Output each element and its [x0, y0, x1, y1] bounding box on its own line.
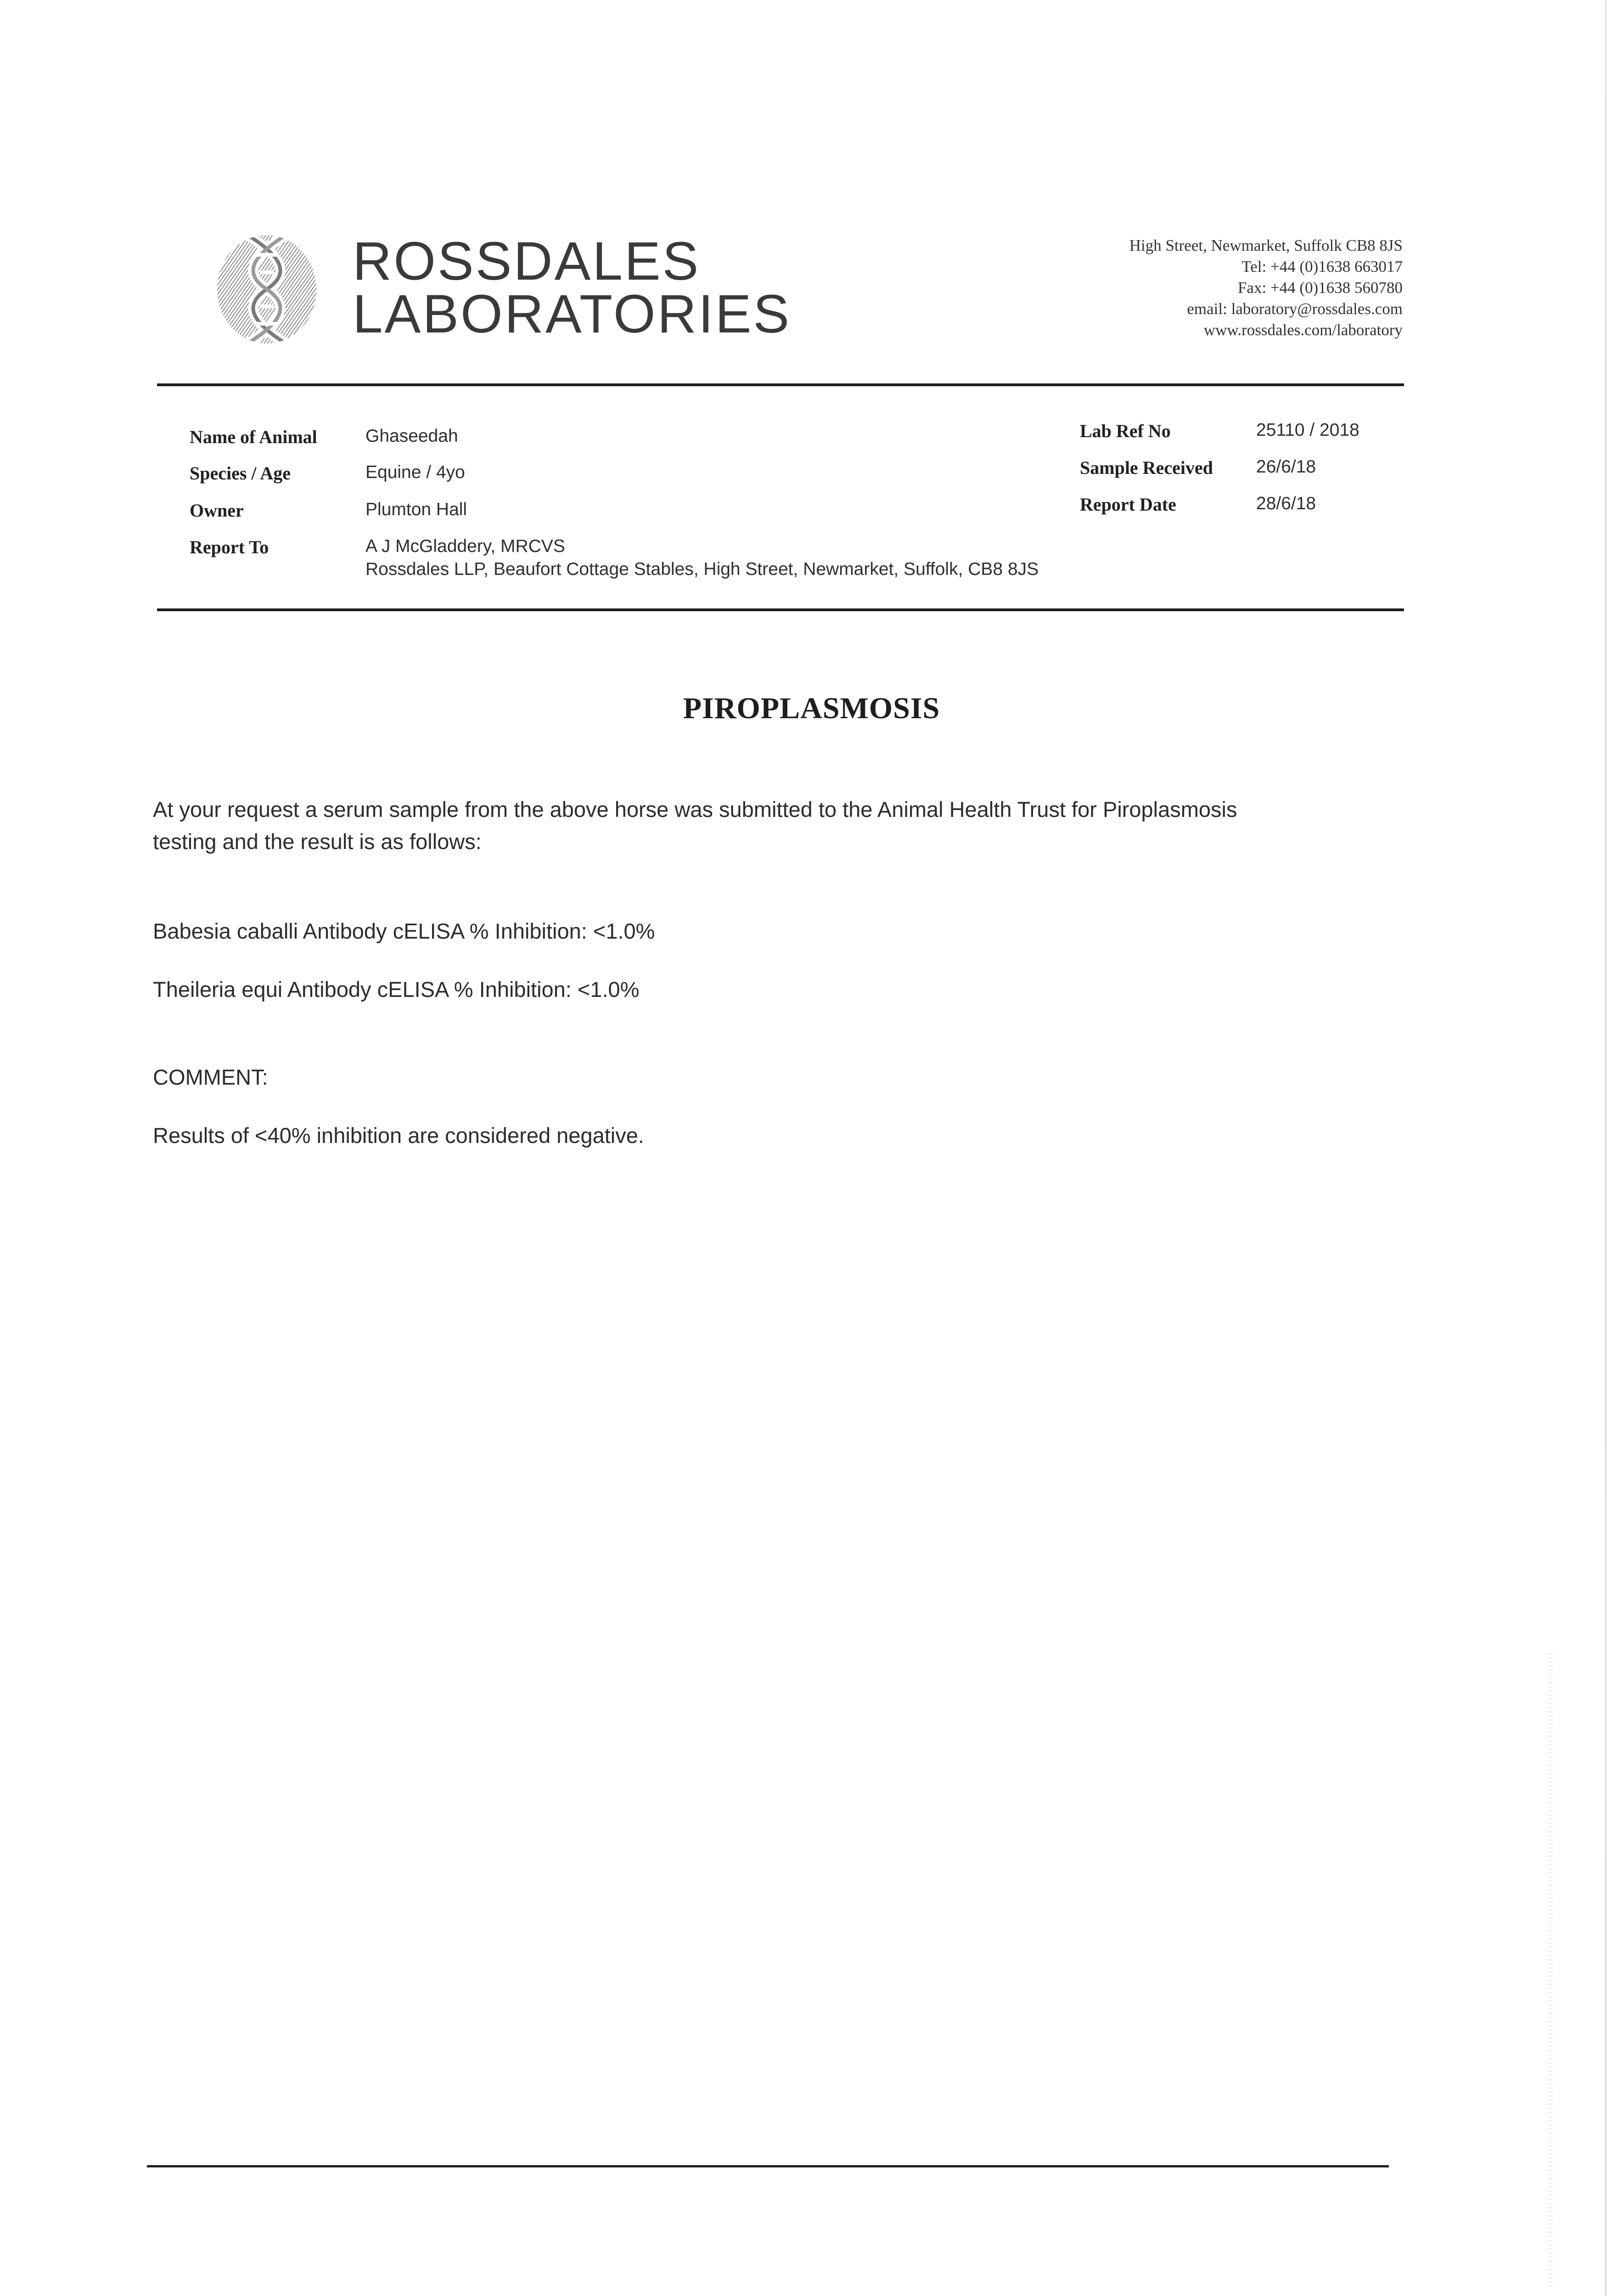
- species-age-value: Equine / 4yo: [365, 462, 465, 482]
- address-website: www.rossdales.com/laboratory: [1203, 321, 1403, 339]
- owner-label: Owner: [190, 500, 244, 521]
- report-to-name: A J McGladdery, MRCVS: [365, 536, 565, 556]
- intro-line2: testing and the result is as follows:: [153, 829, 482, 854]
- name-of-animal-value: Ghaseedah: [365, 426, 458, 446]
- babesia-result: Babesia caballi Antibody cELISA % Inhibition: <1.0%: [153, 919, 655, 943]
- scan-edge: [1605, 0, 1606, 2296]
- comment-text: Results of <40% inhibition are considered negative.: [153, 1123, 644, 1148]
- name-of-animal-label: Name of Animal: [190, 427, 317, 447]
- intro-line1: At your request a serum sample from the above horse was submitted to the Animal Health Trust for Piroplasmosis: [153, 797, 1237, 822]
- header-divider: [157, 383, 1404, 386]
- comment-label: COMMENT:: [153, 1065, 268, 1089]
- address-email: email: laboratory@rossdales.com: [1187, 300, 1403, 318]
- scan-speckle: [1547, 1653, 1553, 2287]
- lab-ref-label: Lab Ref No: [1080, 421, 1171, 441]
- sample-received-value: 26/6/18: [1256, 457, 1316, 477]
- address-fax: Fax: +44 (0)1638 560780: [1237, 279, 1403, 297]
- report-date-label: Report Date: [1080, 494, 1176, 515]
- owner-value: Plumton Hall: [365, 500, 467, 519]
- lab-address-block: [1129, 235, 1403, 341]
- report-date-value: 28/6/18: [1256, 494, 1316, 513]
- sample-received-label: Sample Received: [1080, 457, 1213, 478]
- species-age-label: Species / Age: [190, 463, 291, 484]
- address-tel: Tel: +44 (0)1638 663017: [1241, 258, 1403, 276]
- address-street: High Street, Newmarket, Suffolk CB8 8JS: [1129, 236, 1403, 254]
- theileria-result: Theileria equi Antibody cELISA % Inhibition: <1.0%: [153, 977, 640, 1002]
- lab-ref-value: 25110 / 2018: [1256, 420, 1359, 440]
- brand-name-line2: LABORATORIES: [353, 284, 792, 344]
- report-to-address: Rossdales LLP, Beaufort Cottage Stables, High Street, Newmarket, Suffolk, CB8 8JS: [365, 559, 1039, 579]
- dna-helix-logo-icon: [214, 232, 320, 347]
- report-title: PIROPLASMOSIS: [683, 692, 940, 725]
- report-to-label: Report To: [190, 537, 269, 557]
- footer-divider: [147, 2165, 1389, 2167]
- details-divider: [157, 608, 1404, 611]
- brand-name-line1: ROSSDALES: [353, 231, 701, 292]
